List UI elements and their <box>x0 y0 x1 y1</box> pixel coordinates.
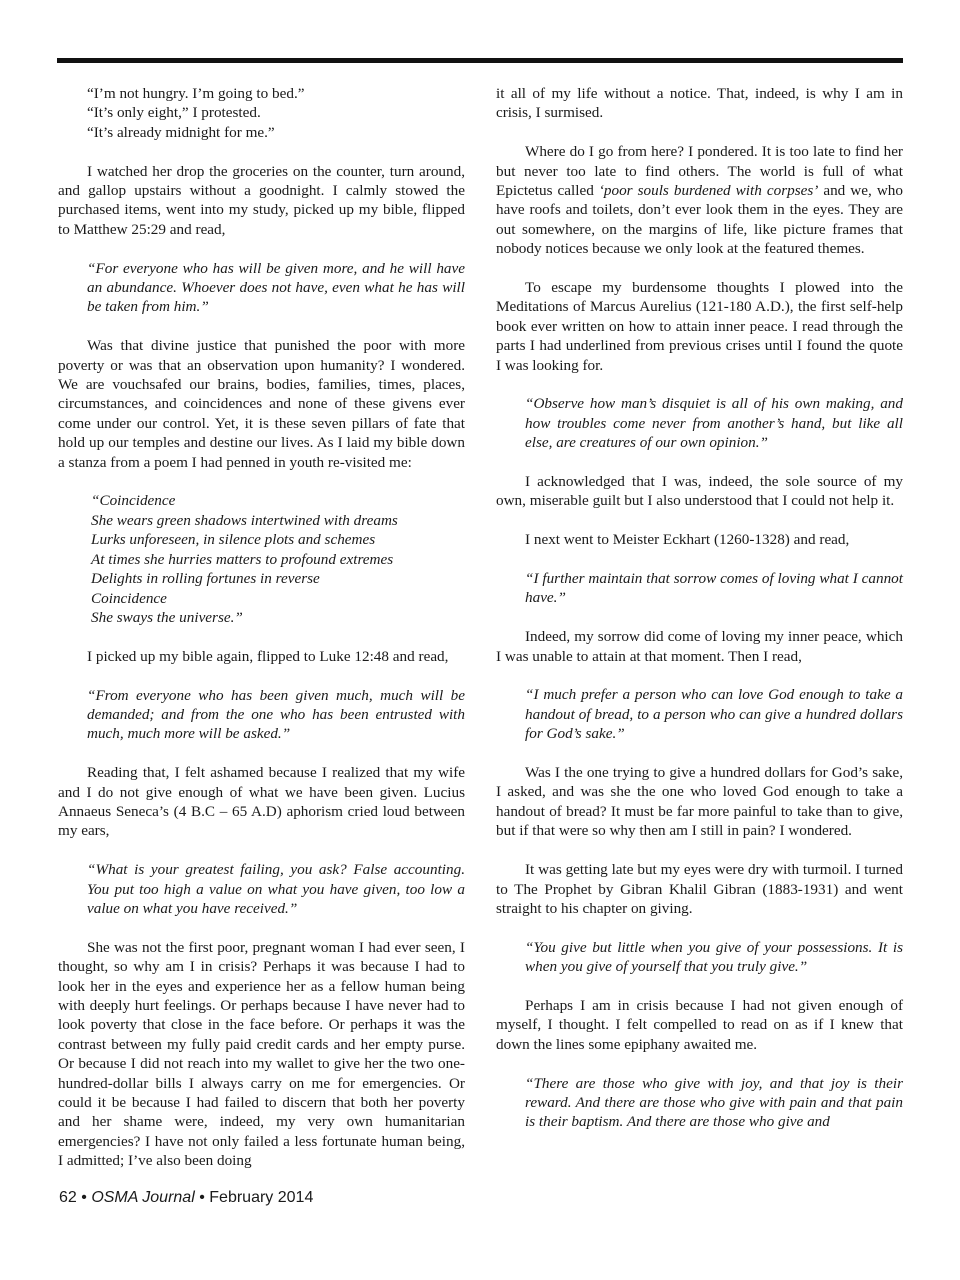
block-quote: “There are those who give with joy, and that joy is their reward. And there are those who give with pain and that pain is their baptism. And there are those who give and <box>525 1074 903 1131</box>
poem-line: She wears green shadows intertwined with dreams <box>91 511 398 529</box>
paragraph: To escape my burdensome thoughts I plowed into the Meditations of Marcus Aurelius (121-180 A.D.), the first self-help book ever written on how to attain inner peace. I read through the parts I had underlined from previous crises until I found the quote I was looking for. <box>496 279 903 374</box>
block-quote: “You give but little when you give of your possessions. It is when you give of yourself that you truly give.” <box>525 938 903 976</box>
paragraph: Indeed, my sorrow did come of loving my inner peace, which I was unable to attain at that moment. Then I read, <box>496 628 903 665</box>
paragraph-text: Where do I go from here? I pondered. It is too late to find her but never too late to find others. The world is full of what Epictetus called <box>496 143 903 200</box>
footer-separator: • <box>199 1189 205 1206</box>
paragraph: I next went to Meister Eckhart (1260-1328) and read, <box>525 531 850 549</box>
dialogue-line: “It’s already midnight for me.” <box>87 123 275 141</box>
paragraph-text: and we, who have roofs and toilets, don’t ever look them in the eyes. They are out somewhere, on the margins of life, like picture frames that nobody notices because we only look at the featured themes. <box>496 182 903 258</box>
left-column <box>58 84 465 1190</box>
journal-name: OSMA Journal <box>91 1189 195 1206</box>
dialogue-line: “I’m not hungry. I’m going to bed.” <box>87 85 305 102</box>
dialogue <box>58 84 465 142</box>
top-rule <box>57 58 903 63</box>
block-quote: “I much prefer a person who can love God enough to take a handout of bread, to a person who can give a hundred dollars for God’s sake.” <box>525 686 903 743</box>
paragraph: Was that divine justice that punished the poor with more poverty or was that an observation upon humanity? I wondered. We are vouchsafed our brains, bodies, families, times, places, circumstances, and coincidences and none of these givens ever come under our control. Yet, it is these seven pillars of fate that hold up our temples and destine our lives. As I laid my bible down a stanza from a poem I had penned in youth re-visited me: <box>58 337 465 471</box>
poem-line: Coincidence <box>91 589 167 607</box>
block-quote: “I further maintain that sorrow comes of loving what I cannot have.” <box>525 570 903 607</box>
paragraph: It was getting late but my eyes were dry with turmoil. I turned to The Prophet by Gibran Khalil Gibran (1883-1931) and went straight to his chapter on giving. <box>496 861 903 917</box>
block-quote: “Observe how man’s disquiet is all of his own making, and how troubles come never from another’s hand, but like all else, are creatures of our own opinion.” <box>525 395 903 452</box>
paragraph: Perhaps I am in crisis because I had not given enough of myself, I thought. I felt compelled to read on as if I knew that down the lines some epiphany awaited me. <box>496 996 903 1053</box>
paragraph: I watched her drop the groceries on the counter, turn around, and gallop upstairs without a goodnight. I calmly stowed the purchased items, went into my study, picked up my bible, flipped to Matthew 25:29 and read, <box>58 162 465 238</box>
poem-line: “Coincidence <box>91 492 176 510</box>
paragraph: I picked up my bible again, flipped to Luke 12:48 and read, <box>87 647 449 665</box>
paragraph: Reading that, I felt ashamed because I realized that my wife and I do not give enough of what we have been given. Lucius Annaeus Seneca’s (4 B.C – 65 A.D) aphorism cried loud between my ears, <box>58 764 465 840</box>
block-quote: “What is your greatest failing, you ask? False accounting. You put too high a value on what you have given, too low a value on what you have received.” <box>87 861 465 917</box>
page-number: 62 <box>59 1189 77 1206</box>
footer-separator: • <box>81 1189 87 1206</box>
poem-line: Lurks unforeseen, in silence plots and schemes <box>91 531 376 549</box>
poem-line: Delights in rolling fortunes in reverse <box>91 570 320 588</box>
issue-date: February 2014 <box>209 1189 314 1206</box>
inline-quote: ‘poor souls burdened with corpses’ <box>598 182 819 200</box>
right-column <box>496 84 903 1151</box>
paragraph: Was I the one trying to give a hundred dollars for God’s sake, I asked, and was she the one who loved God enough to take a handout of bread? It must be far more painful to take than to give, but if that were so why then am I still in pain? I wondered. <box>496 764 903 840</box>
poem-line: She sways the universe.” <box>91 608 243 626</box>
block-quote: “For everyone who has will be given more, and he will have an abundance. Whoever does not have, even what he has will be taken from him.” <box>87 259 465 316</box>
poem-line: At times she hurries matters to profound extremes <box>91 550 394 568</box>
paragraph <box>496 142 903 258</box>
block-quote: “From everyone who has been given much, much will be demanded; and from the one who has been entrusted with much, much more will be asked.” <box>87 686 465 743</box>
paragraph: She was not the first poor, pregnant woman I had ever seen, I thought, so why am I in crisis? Perhaps it was because I had to look her in the eyes and experience her as a fellow human being with deeply hurt feelings. Or perhaps because I have never had to look poverty that close in the face before. Or perhaps it was the contrast between my fully paid credit cards and her empty purse. Or because I did not reach into my wallet to give her the two one-hundred-dollar bills I always carry on me for emergencies. Or could it be because I had failed to discern that both her poverty and her shame were, indeed, my very own humanitarian emergencies? I have not only failed a less fortunate human being, I admitted; I’ve also been doing <box>58 938 465 1170</box>
paragraph: I acknowledged that I was, indeed, the sole source of my own, miserable guilt but I also understood that I could not help it. <box>496 473 903 510</box>
poem-stanza <box>91 491 465 627</box>
dialogue-line: “It’s only eight,” I protested. <box>87 104 261 122</box>
page-footer <box>59 1189 313 1207</box>
paragraph: it all of my life without a notice. That, indeed, is why I am in crisis, I surmised. <box>496 85 903 122</box>
